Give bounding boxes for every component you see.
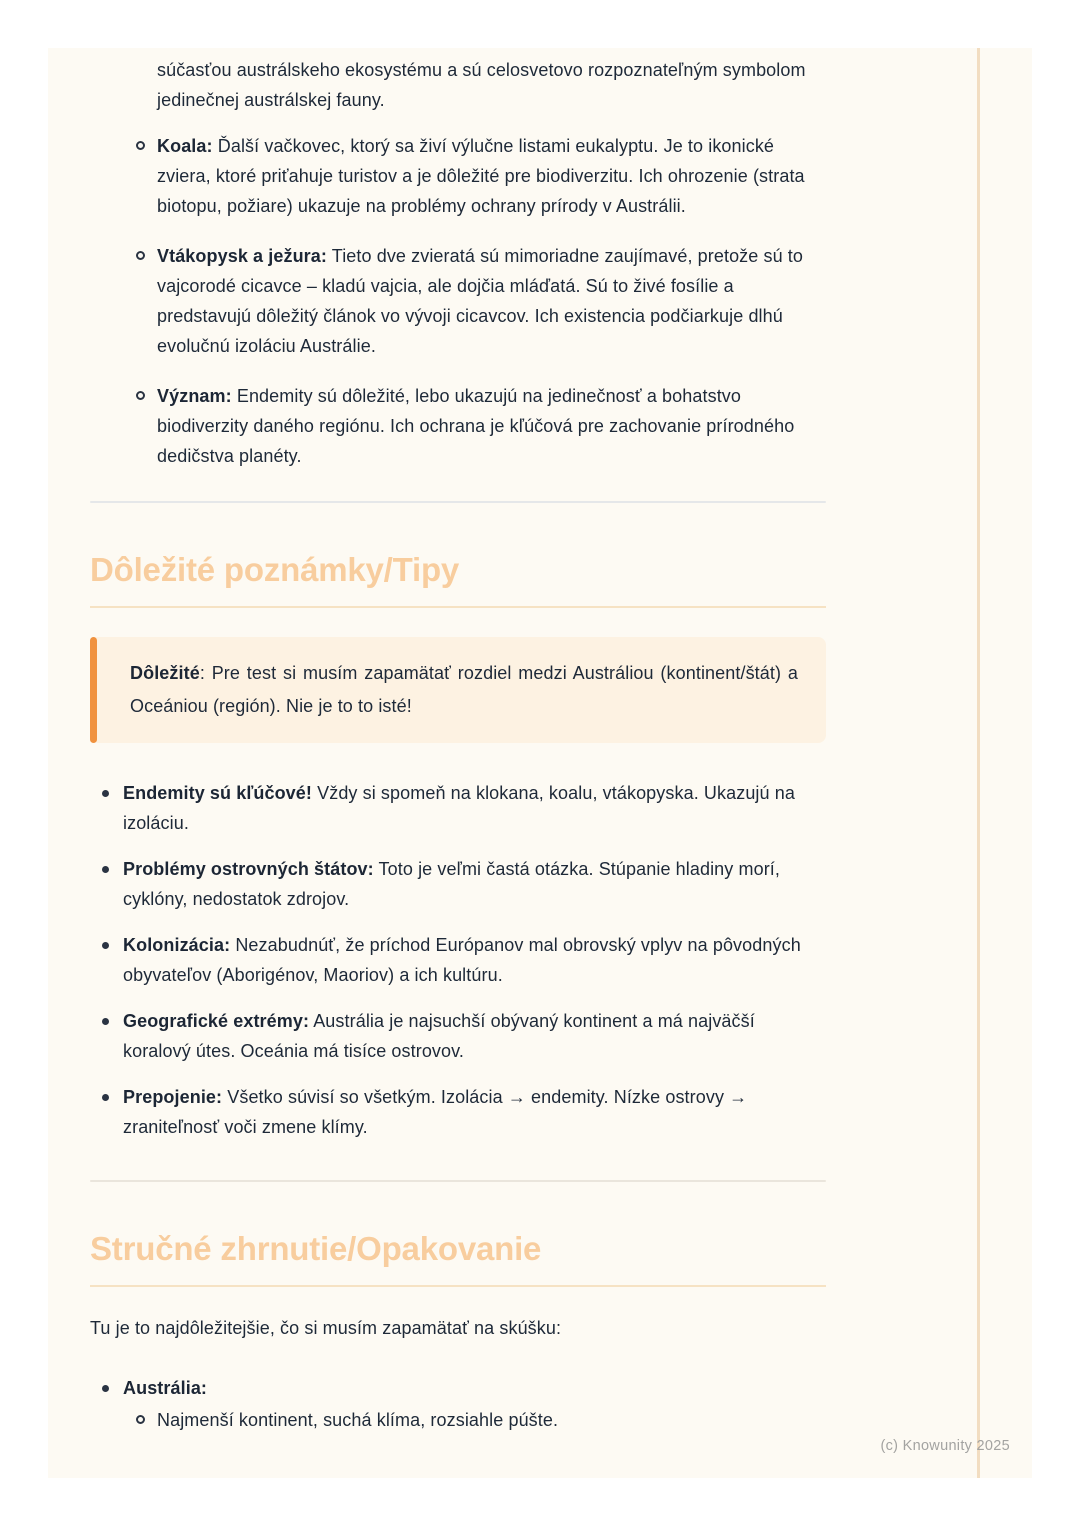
bullet-icon bbox=[102, 942, 109, 949]
tip-item-text bbox=[123, 930, 823, 990]
heading-underline bbox=[90, 606, 826, 608]
tip-item-body: Vždy si spomeň na klokana, koalu, vtákopyska. Ukazujú na izoláciu. bbox=[123, 783, 795, 833]
summary-intro: Tu je to najdôležitejšie, čo si musím zapamätať na skúšku: bbox=[90, 1318, 562, 1338]
section-divider bbox=[90, 1180, 826, 1182]
tip-item-kolonizacia bbox=[90, 930, 826, 990]
circle-bullet-icon bbox=[136, 1415, 145, 1424]
callout-body: : Pre test si musím zapamätať rozdiel medzi Austráliou (kontinent/štát) a Oceániou (región). Nie je to to isté! bbox=[130, 663, 798, 716]
tip-item-label: Geografické extrémy: bbox=[123, 1011, 310, 1031]
tip-item-label: Endemity sú kľúčové! bbox=[123, 783, 312, 803]
bullet-icon bbox=[102, 1385, 109, 1392]
summary-nested-list bbox=[123, 1405, 826, 1435]
circle-bullet-icon bbox=[136, 251, 145, 260]
endemics-sublist bbox=[90, 131, 826, 471]
heading-underline bbox=[90, 1285, 826, 1287]
tip-item-prepojenie bbox=[90, 1082, 826, 1142]
list-item-text bbox=[157, 241, 807, 361]
tip-item-text bbox=[123, 1006, 823, 1066]
summary-item-label: Austrália: bbox=[123, 1378, 208, 1398]
tip-item-text bbox=[123, 778, 823, 838]
tip-item-body: Všetko súvisí so všetkým. Izolácia → endemity. Nízke ostrovy → zraniteľnosť voči zmene klímy. bbox=[123, 1087, 748, 1137]
tip-item-body: Nezabudnúť, že príchod Európanov mal obrovský vplyv na pôvodných obyvateľov (Aborigénov, Maoriov) a ich kultúru. bbox=[123, 935, 801, 985]
list-item-body: Endemity sú dôležité, lebo ukazujú na jedinečnosť a bohatstvo biodiverzity daného regiónu. Ich ochrana je kľúčová pre zachovanie prírodného dedičstva planéty. bbox=[157, 386, 795, 466]
copyright-footer: (c) Knowunity 2025 bbox=[880, 1438, 1010, 1454]
circle-bullet-icon bbox=[136, 391, 145, 400]
list-item-body: Ďalší vačkovec, ktorý sa živí výlučne listami eukalyptu. Je to ikonické zviera, ktoré priťahuje turistov a je dôležité pre biodiverzitu. Ich ohrozenie (strata biotopu, požiare) ukazuje na problémy ochrany prírody v Austrálii. bbox=[157, 136, 805, 216]
list-item-text bbox=[157, 381, 807, 471]
tip-item-ostrovne-staty bbox=[90, 854, 826, 914]
summary-section-heading: Stručné zhrnutie/Opakovanie bbox=[90, 1230, 542, 1267]
callout-accent-bar bbox=[90, 637, 97, 743]
tip-item-text bbox=[123, 1082, 823, 1142]
summary-item-australia bbox=[90, 1373, 826, 1435]
list-item-label: Význam: bbox=[157, 386, 232, 406]
list-item-vtakopysk bbox=[90, 241, 826, 361]
tip-item-body: Toto je veľmi častá otázka. Stúpanie hladiny morí, cyklóny, nedostatok zdrojov. bbox=[123, 859, 780, 909]
page-content bbox=[48, 55, 868, 1435]
summary-list bbox=[90, 1373, 826, 1435]
section-divider bbox=[90, 501, 826, 503]
tip-item-label: Prepojenie: bbox=[123, 1087, 223, 1107]
callout-label: Dôležité bbox=[130, 663, 200, 683]
paragraph-continuation: súčasťou austrálskeho ekosystému a sú celosvetovo rozpoznateľným symbolom jedinečnej austrálskej fauny. bbox=[157, 60, 806, 110]
summary-item-text bbox=[123, 1373, 207, 1403]
tip-item-endemity bbox=[90, 778, 826, 838]
list-item-label: Koala: bbox=[157, 136, 213, 156]
tip-item-label: Problémy ostrovných štátov: bbox=[123, 859, 374, 879]
tip-item-body: Austrália je najsuchší obývaný kontinent a má najväčší koralový útes. Oceánia má tisíce ostrovov. bbox=[123, 1011, 755, 1061]
circle-bullet-icon bbox=[136, 141, 145, 150]
important-callout bbox=[90, 637, 826, 743]
tips-list bbox=[90, 778, 826, 1142]
bullet-icon bbox=[102, 790, 109, 797]
list-item-koala bbox=[90, 131, 826, 221]
summary-subitem-text: Najmenší kontinent, suchá klíma, rozsiahle púšte. bbox=[157, 1410, 559, 1430]
page-accent-line bbox=[977, 48, 980, 1478]
tip-item-text bbox=[123, 854, 823, 914]
callout-text bbox=[130, 657, 798, 723]
list-item-vyznam bbox=[90, 381, 826, 471]
tip-item-label: Kolonizácia: bbox=[123, 935, 231, 955]
notes-section-heading: Dôležité poznámky/Tipy bbox=[90, 551, 460, 588]
tip-item-geograficke-extremy bbox=[90, 1006, 826, 1066]
list-item-body: Tieto dve zvieratá sú mimoriadne zaujímavé, pretože sú to vajcorodé cicavce – kladú vajcia, ale dojčia mláďatá. Sú to živé fosílie a predstavujú dôležitý článok vo vývoji cicavcov. Ich existencia podčiarkuje dlhú evolučnú izoláciu Austrálie. bbox=[157, 246, 804, 356]
bullet-icon bbox=[102, 1018, 109, 1025]
bullet-icon bbox=[102, 1094, 109, 1101]
bullet-icon bbox=[102, 866, 109, 873]
document-page bbox=[48, 48, 1032, 1478]
list-item-label: Vtákopysk a ježura: bbox=[157, 246, 327, 266]
list-item-text bbox=[157, 131, 807, 221]
summary-subitem bbox=[123, 1405, 826, 1435]
